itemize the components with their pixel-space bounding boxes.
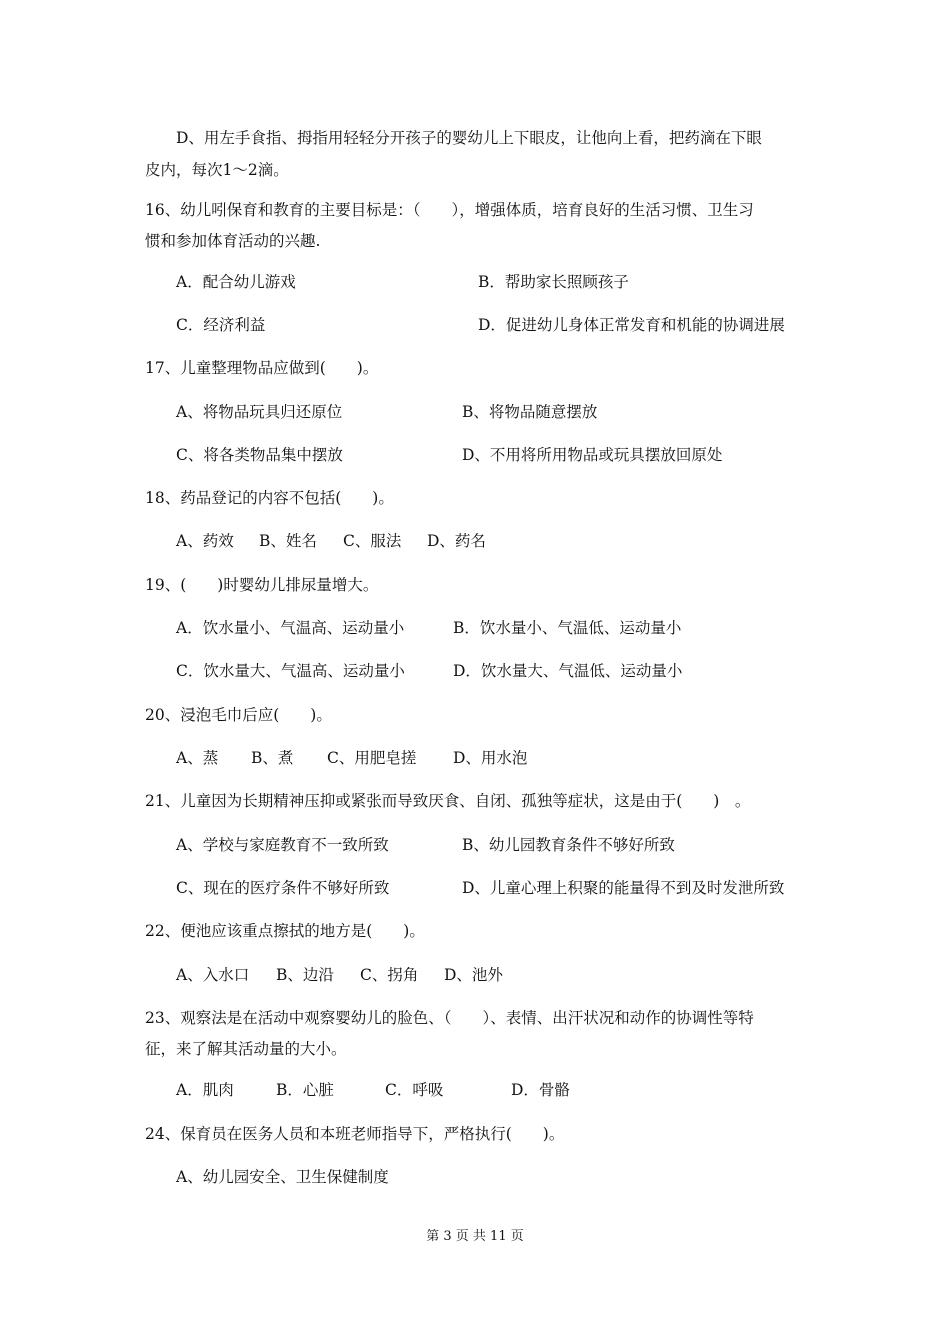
q16-option-c: C．经济利益 [176, 316, 266, 334]
q24-stem: 24、保育员在医务人员和本班老师指导下，严格执行( )。 [145, 1125, 565, 1143]
q23-stem-line2: 征，来了解其活动量的大小。 [145, 1040, 347, 1058]
q23-stem-line1: 23、观察法是在活动中观察婴幼儿的脸色、（ ）、表情、出汗状况和动作的协调性等特 [145, 1009, 754, 1027]
q16-option-b: B．帮助家长照顾孩子 [478, 273, 629, 291]
q19-option-d: D．饮水量大、气温低、运动量小 [453, 662, 683, 680]
q21-option-d: D、儿童心理上积聚的能量得不到及时发泄所致 [462, 879, 785, 897]
q21-stem: 21、儿童因为长期精神压抑或紧张而导致厌食、自闭、孤独等症状，这是由于( ) 。 [145, 792, 751, 810]
q17-option-d: D、不用将所用物品或玩具摆放回原处 [462, 446, 723, 464]
q20-option-c: C、用肥皂搓 [327, 749, 417, 767]
q22-option-a: A、入水口 [176, 966, 250, 984]
q18-option-d: D、药名 [427, 532, 486, 550]
q23-option-b: B．心脏 [276, 1081, 334, 1099]
q23-option-a: A．肌肉 [176, 1081, 234, 1099]
q16-stem-line1: 16、幼儿吲保育和教育的主要目标是：（ ），增强体质，培育良好的生活习惯、卫生习 [145, 201, 754, 219]
q23-option-d: D．骨骼 [511, 1081, 570, 1099]
q16-option-d: D．促进幼儿身体正常发育和机能的协调进展 [478, 316, 785, 334]
q18-stem: 18、药品登记的内容不包括( )。 [145, 489, 394, 507]
q23-option-c: C．呼吸 [385, 1081, 444, 1099]
q17-stem: 17、儿童整理物品应做到( )。 [145, 359, 379, 377]
q22-stem: 22、便池应该重点擦拭的地方是( )。 [145, 922, 425, 940]
q22-option-d: D、池外 [444, 966, 503, 984]
q16-stem-line2: 惯和参加体育活动的兴趣. [145, 232, 321, 250]
q17-option-a: A、将物品玩具归还原位 [176, 403, 343, 421]
q21-option-a: A、学校与家庭教育不一致所致 [176, 836, 389, 854]
q18-option-a: A、药效 [176, 532, 234, 550]
q21-option-c: C、现在的医疗条件不够好所致 [176, 879, 390, 897]
q24-option-a: A、幼儿园安全、卫生保健制度 [176, 1168, 389, 1186]
q17-option-b: B、将物品随意摆放 [462, 403, 598, 421]
q20-stem: 20、浸泡毛巾后应( )。 [145, 706, 332, 724]
q20-option-b: B、煮 [251, 749, 294, 767]
q21-option-b: B、幼儿园教育条件不够好所致 [462, 836, 675, 854]
q17-option-c: C、将各类物品集中摆放 [176, 446, 343, 464]
q15-option-d-line1: D、用左手食指、拇指用轻轻分开孩子的婴幼儿上下眼皮，让他向上看，把药滴在下眼 [176, 129, 762, 147]
q19-option-b: B．饮水量小、气温低、运动量小 [453, 619, 682, 637]
q16-option-a: A．配合幼儿游戏 [176, 273, 296, 291]
q20-option-d: D、用水泡 [453, 749, 528, 767]
q22-option-b: B、边沿 [276, 966, 334, 984]
q18-option-c: C、服法 [343, 532, 402, 550]
q18-option-b: B、姓名 [259, 532, 317, 550]
q20-option-a: A、蒸 [176, 749, 219, 767]
q19-option-c: C．饮水量大、气温高、运动量小 [176, 662, 405, 680]
page-number-footer: 第 3 页 共 11 页 [426, 1229, 524, 1244]
q19-option-a: A．饮水量小、气温高、运动量小 [176, 619, 405, 637]
q19-stem: 19、( )时婴幼儿排尿量增大。 [145, 576, 379, 594]
q15-option-d-line2: 皮内，每次1～2滴。 [145, 161, 289, 179]
q22-option-c: C、拐角 [360, 966, 419, 984]
